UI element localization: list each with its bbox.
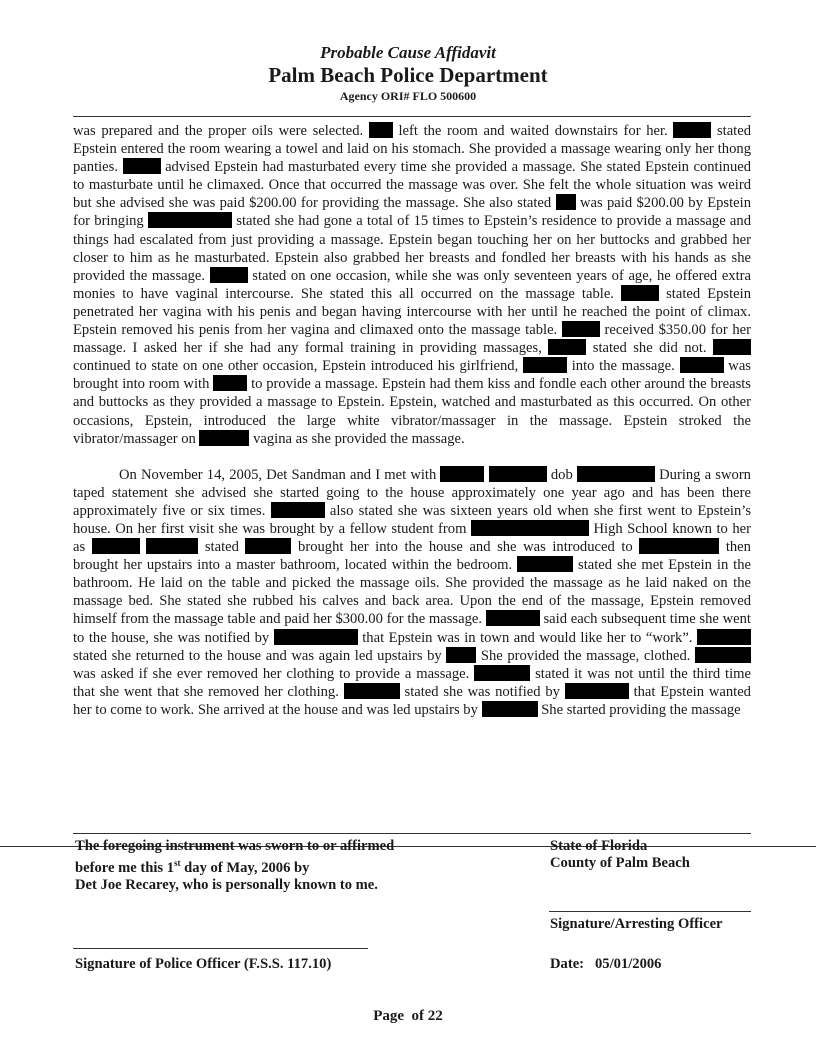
redaction xyxy=(148,212,232,228)
arresting-officer-label: Signature/Arresting Officer xyxy=(550,916,723,932)
arresting-signature-line xyxy=(549,911,751,912)
redaction xyxy=(210,267,248,283)
redaction xyxy=(523,357,567,373)
paragraph-2: On November 14, 2005, Det Sandman and I met with dob During a sworn taped statement she advised she started going to the house approximately one year ago and has been there approximately five or six times. also stated she was sixteen years old when she first went to Epstein’s house. On her first visit she was brought by a fellow student from High School known to her as stated brought her into the house and she was introduced to then brought her upstairs into a master bathroom, located within the bedroom. stated she met Epstein in the bathroom. He laid on the table and picked the massage oils. She provided the massage as he laid naked on the massage bed. She stated she rubbed his calves and back area. Upon the end of the massage, Epstein removed himself from the massage table and paid her $300.00 for the massage. said each subsequent time she went to the house, she was notified by that Epstein was in town and would like her to “work”. stated she returned to the house and was again led upstairs by She provided the massage, clothed. was asked if she ever removed her clothing to provide a massage. stated it was not until the third time that she went that she removed her clothing. stated she was notified by that Epstein wanted her to come to work. She arrived at the house and was led upstairs by She started providing the massage xyxy=(73,466,752,718)
redaction xyxy=(482,701,538,717)
redaction xyxy=(621,285,659,301)
redaction xyxy=(556,194,576,210)
department-name: Palm Beach Police Department xyxy=(268,63,548,87)
document-title: Probable Cause Affidavit xyxy=(320,43,496,62)
redaction xyxy=(695,647,751,663)
redaction xyxy=(697,629,751,645)
page-number: Page of 22 xyxy=(373,1008,443,1024)
police-officer-label: Signature of Police Officer (F.S.S. 117.10) xyxy=(75,956,332,972)
redaction xyxy=(369,122,393,138)
redaction xyxy=(344,683,400,699)
redaction xyxy=(680,357,724,373)
redaction xyxy=(577,466,655,482)
redaction xyxy=(123,158,161,174)
redaction xyxy=(471,520,589,536)
redaction xyxy=(274,629,358,645)
redaction xyxy=(517,556,573,572)
redaction xyxy=(271,502,325,518)
affidavit-body xyxy=(73,122,751,719)
signature-date: Date: 05/01/2006 xyxy=(550,956,662,972)
redaction xyxy=(565,683,629,699)
redaction xyxy=(673,122,711,138)
police-signature-line xyxy=(73,948,368,949)
redaction xyxy=(486,610,540,626)
header-rule xyxy=(73,116,751,117)
redaction xyxy=(92,538,140,554)
redaction xyxy=(474,665,530,681)
redaction xyxy=(639,538,719,554)
redaction xyxy=(213,375,247,391)
redaction xyxy=(199,430,249,446)
paragraph-1: was prepared and the proper oils were selected. left the room and waited downstairs for her. stated Epstein entered the room wearing a towel and laid on his stomach. She provided a massage wearing only her thong panties. advised Epstein had masturbated every time she provided a massage. She stated Epstein continued to masturbate until he climaxed. Once that occurred the massage was over. She felt the whole situation was weird but she advised she was paid $200.00 for providing the massage. She also stated was paid $200.00 by Epstein for bringing stated she had gone a total of 15 times to Epstein’s residence to provide a massage and things had escalated from just providing a massage. Epstein began touching her on her buttocks and grabbed her closer to him as he masturbated. Epstein also grabbed her breasts and fondled her breasts with his hands as she provided the massage. stated on one occasion, while she was only seventeen years of age, he offered extra monies to have vaginal intercourse. She stated this all occurred on the massage table. stated Epstein penetrated her vagina with his penis and began having intercourse with her until he reached the point of climax. Epstein removed his penis from her vagina and climaxed onto the massage table. received $350.00 for her massage. I asked her if she had any formal training in providing massages, stated she did not. continued to state on one other occasion, Epstein introduced his girlfriend, into the massage. was brought into room with to provide a massage. Epstein had them kiss and fondle each other around the breasts and buttocks as they provided a massage to Epstein. Epstein, watched and masturbated as this occurred. On other occasions, Epstein, introduced the large white vibrator/massager in the massage. Epstein stroked the vibrator/massager on vagina as she provided the massage. xyxy=(73,123,752,447)
redaction xyxy=(713,339,751,355)
sworn-statement: The foregoing instrument was sworn to or affirmed before me this 1st day of May, 2006 by Det Joe Recarey, who is personally known to me. xyxy=(75,838,395,893)
redaction xyxy=(446,647,476,663)
redaction xyxy=(489,466,547,482)
redaction xyxy=(548,339,586,355)
redaction xyxy=(245,538,291,554)
jurisdiction: State of Florida County of Palm Beach xyxy=(550,838,690,871)
redaction xyxy=(562,321,600,337)
redaction xyxy=(440,466,484,482)
agency-ori: Agency ORI# FLO 500600 xyxy=(339,89,477,103)
redaction xyxy=(146,538,198,554)
footer-top-rule xyxy=(73,833,751,834)
